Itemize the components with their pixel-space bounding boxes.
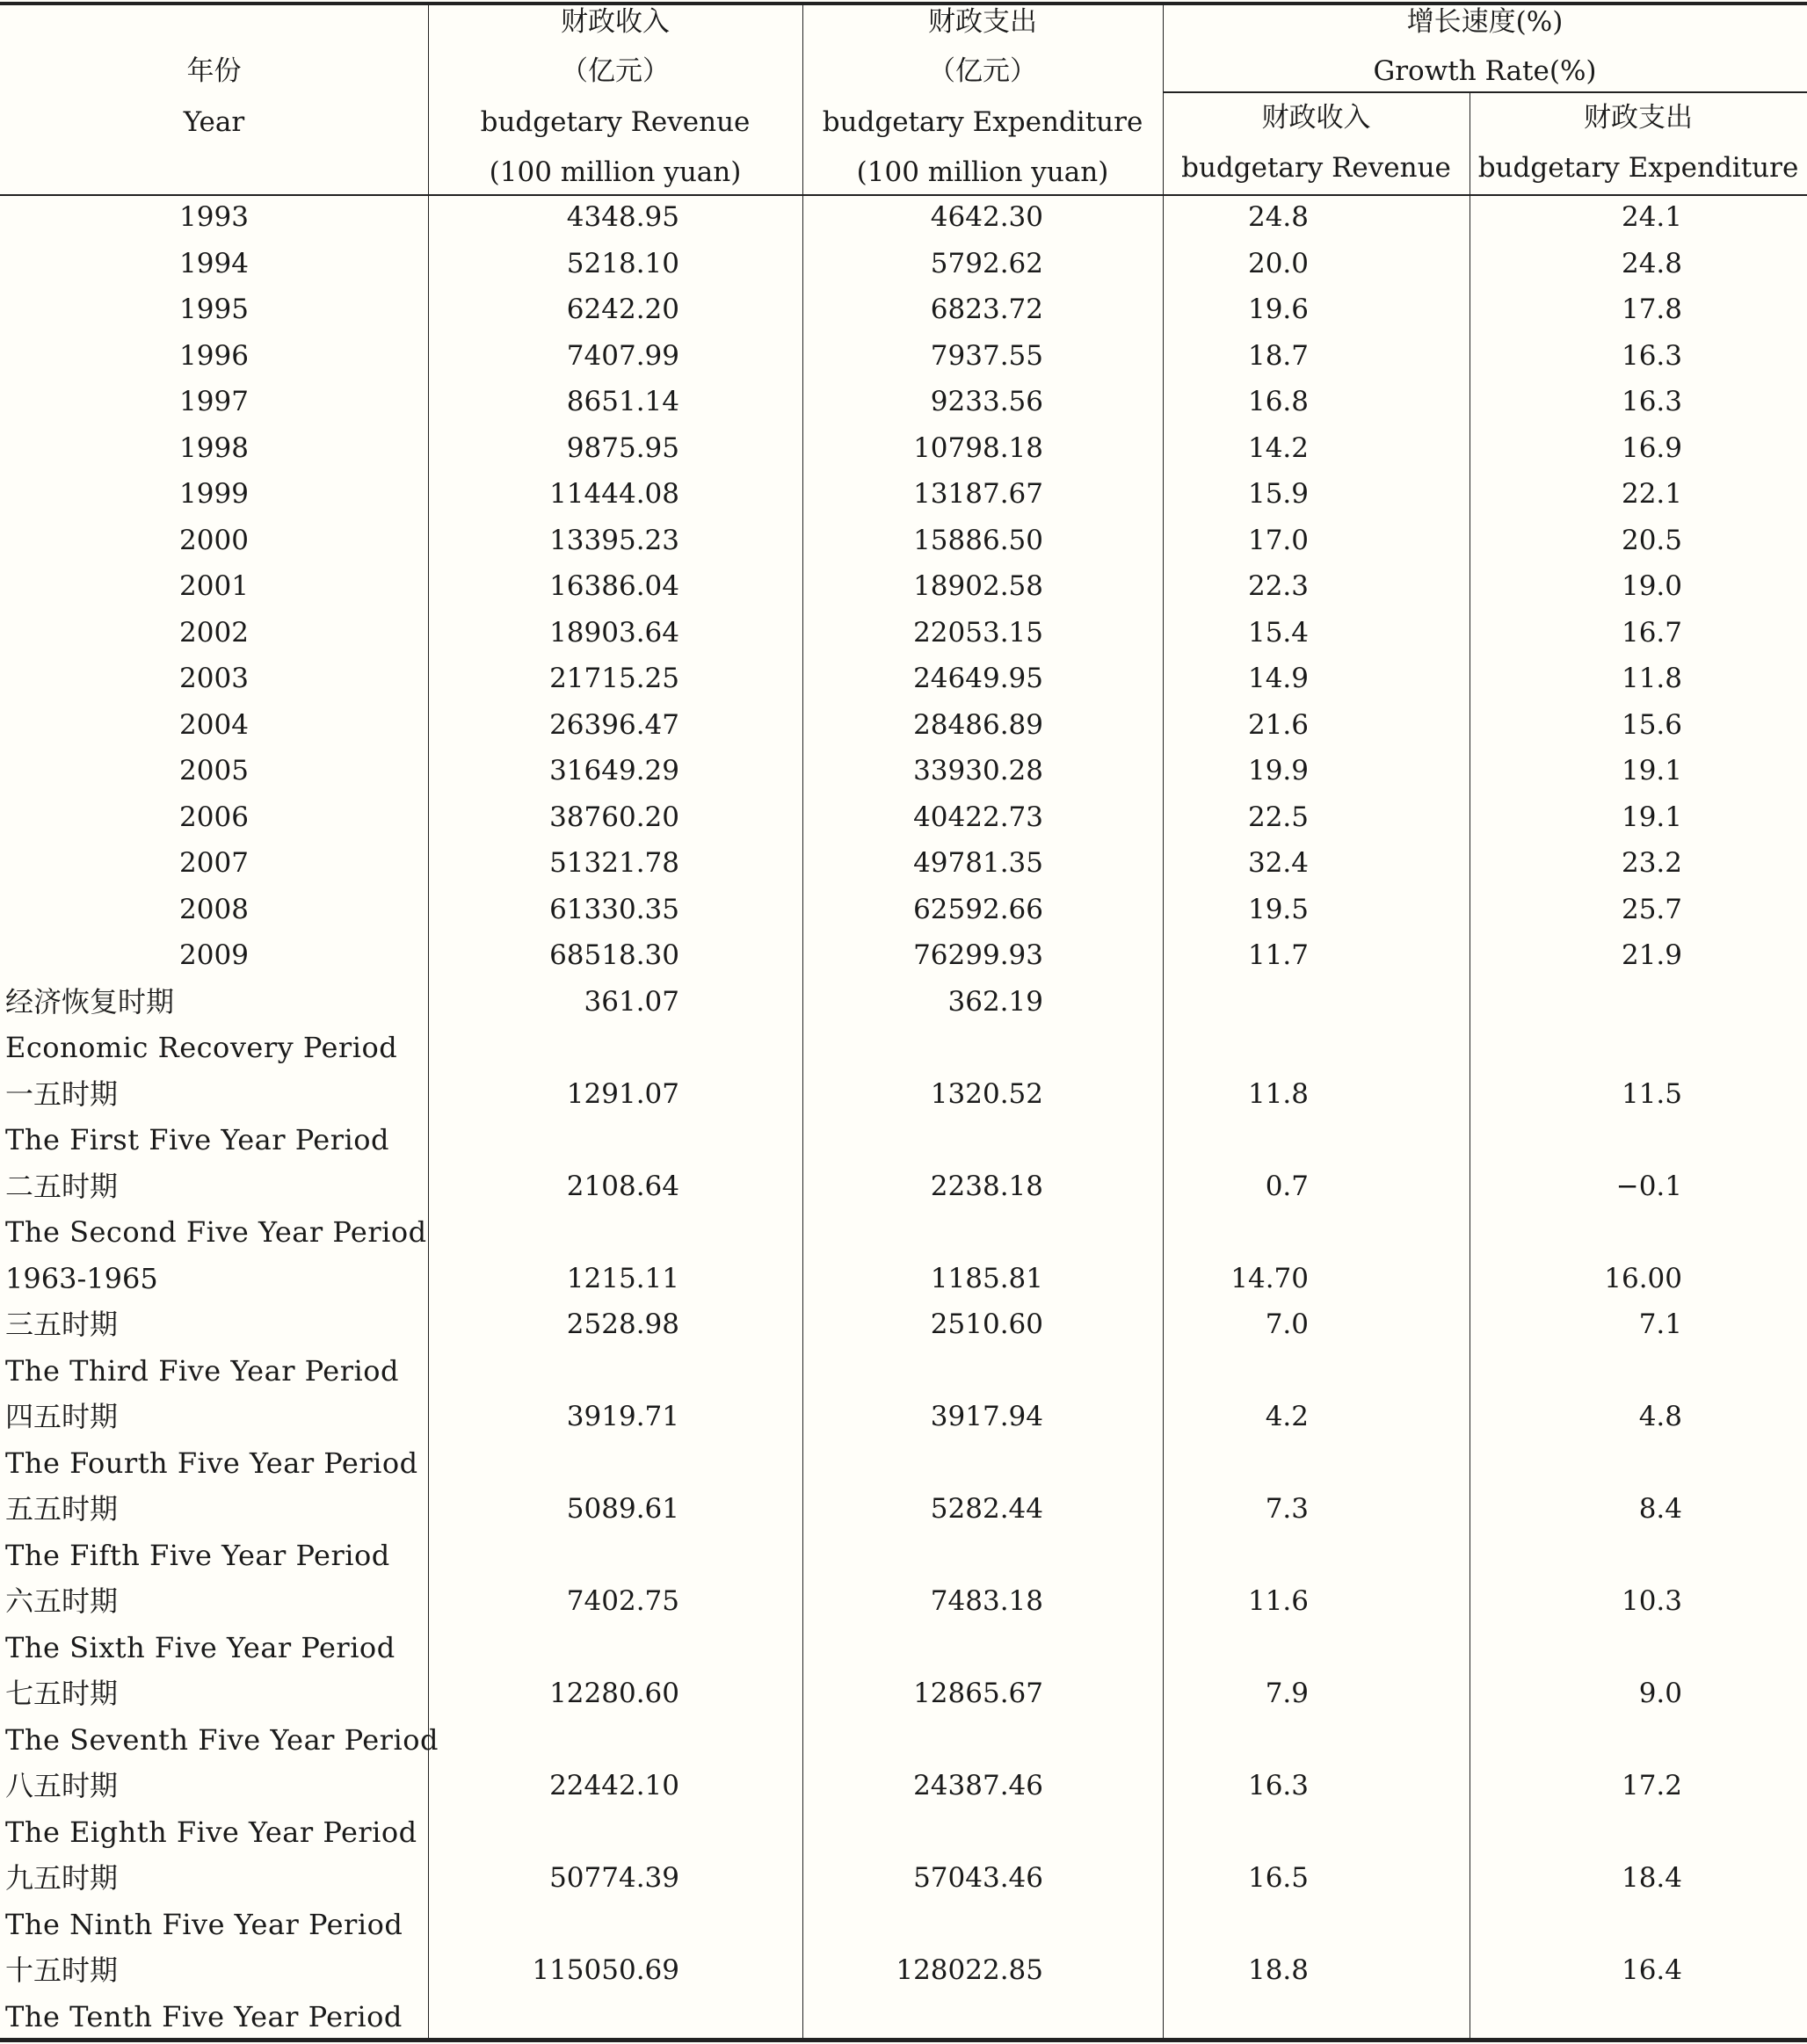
expenditure-cell: 13187.67: [913, 478, 1043, 510]
expenditure-growth-cell: 11.5: [1621, 1078, 1682, 1110]
revenue-cell: 5218.10: [566, 248, 679, 279]
header-expenditure-en: budgetary Expenditure: [822, 106, 1143, 138]
expenditure-growth-cell: 15.6: [1621, 709, 1682, 741]
expenditure-cell: 128022.85: [896, 1954, 1043, 1986]
expenditure-cell: 5792.62: [930, 248, 1043, 279]
revenue-growth-cell: 15.4: [1247, 617, 1309, 649]
period-label-cn: 三五时期: [5, 1308, 119, 1341]
revenue-cell: 4348.95: [566, 201, 679, 233]
revenue-growth-cell: 7.0: [1265, 1308, 1309, 1340]
revenue-growth-cell: 32.4: [1247, 847, 1309, 879]
period-label-en: The Fourth Five Year Period: [5, 1446, 418, 1480]
revenue-growth-cell: 19.5: [1247, 894, 1309, 925]
revenue-cell: 2108.64: [566, 1171, 679, 1202]
header-growth-expenditure-cn: 财政支出: [1584, 102, 1693, 134]
period-label-cn: 七五时期: [5, 1677, 119, 1710]
expenditure-cell: 57043.46: [913, 1862, 1043, 1894]
year-cell: 2009: [179, 939, 249, 971]
period-label-cn: 六五时期: [5, 1584, 119, 1618]
header-growth-expenditure-en: budgetary Expenditure: [1477, 152, 1799, 184]
expenditure-growth-cell: 16.00: [1604, 1263, 1682, 1294]
expenditure-growth-cell: 10.3: [1621, 1585, 1682, 1617]
year-cell: 2006: [179, 801, 249, 833]
period-label-cn: 五五时期: [5, 1492, 119, 1526]
period-label-cn: 1963-1965: [5, 1262, 158, 1295]
period-label-en: The Sixth Five Year Period: [5, 1631, 396, 1664]
revenue-cell: 1215.11: [566, 1263, 679, 1294]
header-growth-revenue-en: budgetary Revenue: [1181, 152, 1451, 184]
expenditure-cell: 4642.30: [930, 201, 1043, 233]
revenue-cell: 61330.35: [549, 894, 679, 925]
revenue-growth-cell: 20.0: [1247, 248, 1309, 279]
revenue-cell: 2528.98: [566, 1308, 679, 1340]
year-cell: 1994: [179, 248, 249, 279]
revenue-growth-cell: 22.5: [1247, 801, 1309, 833]
period-label-en: The Seventh Five Year Period: [5, 1723, 439, 1757]
period-label-cn: 九五时期: [5, 1861, 119, 1895]
year-cell: 2000: [179, 525, 249, 556]
revenue-growth-cell: 18.7: [1247, 340, 1309, 372]
expenditure-growth-cell: 21.9: [1621, 939, 1682, 971]
header-growth-revenue-cn: 财政收入: [1261, 102, 1371, 134]
revenue-growth-cell: 24.8: [1247, 201, 1309, 233]
revenue-growth-cell: 7.9: [1265, 1678, 1309, 1709]
expenditure-growth-cell: −0.1: [1615, 1171, 1682, 1202]
expenditure-cell: 24649.95: [913, 663, 1043, 694]
revenue-growth-cell: 19.6: [1247, 294, 1309, 325]
year-cell: 2008: [179, 894, 249, 925]
revenue-growth-cell: 22.3: [1247, 570, 1309, 602]
year-cell: 1998: [179, 432, 249, 464]
year-cell: 2005: [179, 755, 249, 786]
year-cell: 1997: [179, 386, 249, 417]
revenue-cell: 38760.20: [549, 801, 679, 833]
year-cell: 2002: [179, 617, 249, 649]
header-year-cn: 年份: [186, 55, 242, 87]
year-cell: 2004: [179, 709, 249, 741]
expenditure-cell: 362.19: [947, 986, 1043, 1018]
revenue-cell: 21715.25: [549, 663, 679, 694]
header-revenue-unit-en: (100 million yuan): [489, 156, 742, 188]
expenditure-cell: 22053.15: [913, 617, 1043, 649]
expenditure-growth-cell: 22.1: [1621, 478, 1682, 510]
revenue-cell: 12280.60: [549, 1678, 679, 1709]
revenue-growth-cell: 17.0: [1247, 525, 1309, 556]
expenditure-growth-cell: 24.8: [1621, 248, 1682, 279]
period-label-en: The Third Five Year Period: [5, 1354, 399, 1388]
expenditure-cell: 2510.60: [930, 1308, 1043, 1340]
expenditure-growth-cell: 11.8: [1621, 663, 1682, 694]
period-label-en: The Eighth Five Year Period: [5, 1816, 417, 1849]
revenue-growth-cell: 7.3: [1265, 1493, 1309, 1525]
top-rule: [0, 2, 1807, 5]
revenue-cell: 18903.64: [549, 617, 679, 649]
revenue-growth-cell: 16.5: [1247, 1862, 1309, 1894]
header-growth-cn: 增长速度(%): [1406, 6, 1564, 38]
expenditure-cell: 5282.44: [930, 1493, 1043, 1525]
revenue-cell: 7402.75: [566, 1585, 679, 1617]
revenue-cell: 115050.69: [532, 1954, 679, 1986]
expenditure-cell: 10798.18: [913, 432, 1043, 464]
revenue-growth-cell: 15.9: [1247, 478, 1309, 510]
expenditure-growth-cell: 19.1: [1621, 755, 1682, 786]
expenditure-cell: 76299.93: [913, 939, 1043, 971]
expenditure-growth-cell: 17.8: [1621, 294, 1682, 325]
header-expenditure-unit-en: (100 million yuan): [856, 156, 1109, 188]
expenditure-cell: 49781.35: [913, 847, 1043, 879]
year-cell: 1993: [179, 201, 249, 233]
revenue-growth-cell: 18.8: [1247, 1954, 1309, 1986]
period-label-cn: 十五时期: [5, 1953, 119, 1987]
revenue-cell: 7407.99: [566, 340, 679, 372]
expenditure-growth-cell: 17.2: [1621, 1770, 1682, 1801]
revenue-cell: 3919.71: [566, 1401, 679, 1432]
expenditure-growth-cell: 7.1: [1638, 1308, 1682, 1340]
revenue-growth-cell: 16.3: [1247, 1770, 1309, 1801]
revenue-cell: 50774.39: [549, 1862, 679, 1894]
period-label-en: The Tenth Five Year Period: [5, 2000, 403, 2033]
header-bottom-rule: [0, 194, 1807, 196]
revenue-cell: 11444.08: [549, 478, 679, 510]
header-revenue-unit-cn: （亿元）: [561, 55, 670, 87]
expenditure-growth-cell: 9.0: [1638, 1678, 1682, 1709]
revenue-growth-cell: 14.9: [1247, 663, 1309, 694]
expenditure-cell: 62592.66: [913, 894, 1043, 925]
year-cell: 2001: [179, 570, 249, 602]
expenditure-growth-cell: 19.0: [1621, 570, 1682, 602]
expenditure-cell: 18902.58: [913, 570, 1043, 602]
expenditure-cell: 15886.50: [913, 525, 1043, 556]
expenditure-cell: 28486.89: [913, 709, 1043, 741]
expenditure-cell: 1320.52: [930, 1078, 1043, 1110]
expenditure-cell: 40422.73: [913, 801, 1043, 833]
period-label-en: The Fifth Five Year Period: [5, 1539, 390, 1572]
expenditure-growth-cell: 16.3: [1621, 340, 1682, 372]
period-label-cn: 八五时期: [5, 1769, 119, 1802]
growth-subheader-rule: [1163, 91, 1807, 93]
revenue-growth-cell: 11.8: [1247, 1078, 1309, 1110]
year-cell: 2003: [179, 663, 249, 694]
expenditure-growth-cell: 16.4: [1621, 1954, 1682, 1986]
expenditure-growth-cell: 16.3: [1621, 386, 1682, 417]
revenue-cell: 16386.04: [549, 570, 679, 602]
period-label-en: The First Five Year Period: [5, 1123, 390, 1156]
year-cell: 2007: [179, 847, 249, 879]
revenue-growth-cell: 14.2: [1247, 432, 1309, 464]
period-label-cn: 四五时期: [5, 1400, 119, 1433]
period-label-en: Economic Recovery Period: [5, 1031, 398, 1064]
revenue-growth-cell: 11.7: [1247, 939, 1309, 971]
expenditure-cell: 7483.18: [930, 1585, 1043, 1617]
expenditure-growth-cell: 24.1: [1621, 201, 1682, 233]
expenditure-growth-cell: 23.2: [1621, 847, 1682, 879]
header-year-en: Year: [183, 106, 245, 138]
expenditure-cell: 33930.28: [913, 755, 1043, 786]
revenue-growth-cell: 4.2: [1265, 1401, 1309, 1432]
revenue-cell: 6242.20: [566, 294, 679, 325]
period-label-cn: 一五时期: [5, 1077, 119, 1111]
revenue-cell: 68518.30: [549, 939, 679, 971]
revenue-growth-cell: 16.8: [1247, 386, 1309, 417]
revenue-growth-cell: 19.9: [1247, 755, 1309, 786]
header-expenditure-cn: 财政支出: [928, 6, 1037, 38]
header-growth-en: Growth Rate(%): [1373, 55, 1597, 87]
header-revenue-cn: 财政收入: [561, 6, 670, 38]
expenditure-cell: 6823.72: [930, 294, 1043, 325]
period-label-cn: 二五时期: [5, 1170, 119, 1203]
expenditure-cell: 9233.56: [930, 386, 1043, 417]
expenditure-growth-cell: 16.7: [1621, 617, 1682, 649]
expenditure-growth-cell: 18.4: [1621, 1862, 1682, 1894]
revenue-cell: 22442.10: [549, 1770, 679, 1801]
year-cell: 1996: [179, 340, 249, 372]
revenue-growth-cell: 11.6: [1247, 1585, 1309, 1617]
expenditure-cell: 3917.94: [930, 1401, 1043, 1432]
revenue-cell: 31649.29: [549, 755, 679, 786]
revenue-cell: 5089.61: [566, 1493, 679, 1525]
bottom-rule: [0, 2038, 1807, 2042]
header-expenditure-unit-cn: （亿元）: [928, 55, 1037, 87]
period-label-en: The Second Five Year Period: [5, 1215, 427, 1249]
revenue-growth-cell: 14.70: [1230, 1263, 1309, 1294]
expenditure-growth-cell: 20.5: [1621, 525, 1682, 556]
header-revenue-en: budgetary Revenue: [480, 106, 751, 138]
revenue-cell: 13395.23: [549, 525, 679, 556]
revenue-cell: 1291.07: [566, 1078, 679, 1110]
period-label-en: The Ninth Five Year Period: [5, 1908, 403, 1941]
revenue-cell: 361.07: [584, 986, 679, 1018]
expenditure-cell: 1185.81: [930, 1263, 1043, 1294]
expenditure-growth-cell: 16.9: [1621, 432, 1682, 464]
revenue-cell: 9875.95: [566, 432, 679, 464]
expenditure-cell: 7937.55: [930, 340, 1043, 372]
expenditure-growth-cell: 19.1: [1621, 801, 1682, 833]
expenditure-cell: 2238.18: [930, 1171, 1043, 1202]
expenditure-growth-cell: 8.4: [1638, 1493, 1682, 1525]
revenue-cell: 8651.14: [566, 386, 679, 417]
expenditure-growth-cell: 25.7: [1621, 894, 1682, 925]
period-label-cn: 经济恢复时期: [5, 985, 175, 1018]
revenue-cell: 26396.47: [549, 709, 679, 741]
expenditure-cell: 12865.67: [913, 1678, 1043, 1709]
expenditure-cell: 24387.46: [913, 1770, 1043, 1801]
year-cell: 1995: [179, 294, 249, 325]
year-cell: 1999: [179, 478, 249, 510]
revenue-growth-cell: 21.6: [1247, 709, 1309, 741]
expenditure-growth-cell: 4.8: [1638, 1401, 1682, 1432]
revenue-cell: 51321.78: [549, 847, 679, 879]
revenue-growth-cell: 0.7: [1265, 1171, 1309, 1202]
